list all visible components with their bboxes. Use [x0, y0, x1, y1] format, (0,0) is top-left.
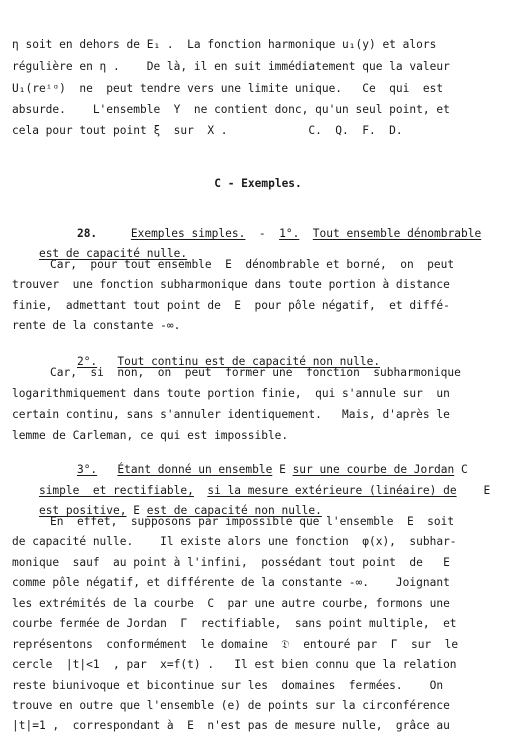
text-line: U₁(reⁱᵅ) ne peut tendre vers une limite unique. Ce qui est: [12, 82, 444, 95]
item-title-part: est positive,: [38, 504, 127, 517]
item-title: Tout continu est de capacité non nulle.: [117, 355, 381, 368]
item-title-part: simple et rectifiable,: [38, 484, 194, 497]
item-title-part: Étant donné un ensemble: [117, 463, 273, 476]
text-line: |t|=1 , correspondant à E n'est pas de mesure nulle, grâce au: [12, 719, 450, 732]
text-line: cela pour tout point ξ sur X . C. Q. F. D.: [12, 124, 403, 137]
text-line: de capacité nulle. Il existe alors une fonction φ(x), subhar-: [12, 535, 457, 548]
text-line: trouve en outre que l'ensemble (e) de points sur la circonférence: [12, 699, 450, 712]
set-symbol: E: [133, 504, 141, 517]
section-heading: C - Exemples.: [214, 177, 302, 190]
text-line: Car, pour tout ensemble E dénombrable et borné, on peut: [50, 258, 455, 271]
text-line: reste biunivoque et bicontinue sur les domaines fermées. On: [12, 679, 444, 692]
item-title-part: sur une courbe de Jordan: [292, 463, 455, 476]
item-title: Tout ensemble dénombrable: [312, 227, 482, 240]
separator: -: [258, 227, 266, 240]
text-line: courbe fermée de Jordan Γ rectifiable, sans point multiple, et: [12, 617, 457, 630]
item-title-part: si la mesure extérieure (linéaire) de: [207, 484, 457, 497]
item-title-part: est de capacité non nulle.: [146, 504, 322, 517]
set-symbol: E: [279, 463, 286, 476]
item-number: 3°.: [76, 463, 98, 476]
text-line: lemme de Carleman, ce qui est impossible.: [12, 429, 289, 442]
item-number: 1°.: [279, 227, 300, 240]
text-line: η soit en dehors de E₁ . La fonction harmonique u₁(y) et alors: [12, 38, 437, 51]
section-number: 28.: [76, 227, 98, 240]
text-line: absurde. L'ensemble Y ne contient donc, qu'un seul point, et: [12, 103, 450, 116]
set-symbol: E: [483, 484, 491, 497]
text-line: trouver une fonction subharmonique dans toute portion à distance: [12, 278, 450, 291]
text-line: certain continu, sans s'annuler identiquement. Mais, d'après le: [12, 408, 450, 421]
section-title: Exemples simples.: [130, 227, 246, 240]
text-line: comme pôle négatif, et différente de la constante -∞. Joignant: [12, 576, 450, 589]
text-line: régulière en η . De là, il en suit immédiatement que la valeur: [12, 60, 450, 73]
text-line: finie, admettant tout point de E pour pôle négatif, et diffé-: [12, 299, 450, 312]
text-line: En effet, supposons par impossible que l'ensemble E soit: [50, 515, 455, 528]
curve-symbol: C: [460, 463, 468, 476]
text-line: Car, si non, on peut former une fonction subharmonique: [50, 366, 461, 379]
text-line: rente de la constante -∞.: [12, 319, 181, 332]
text-line: cercle |t|<1 , par x=f(t) . Il est bien connu que la relation: [12, 658, 457, 671]
text-line: logarithmiquement dans toute portion finie, qui s'annule sur un: [12, 387, 450, 400]
item-title-continued: est de capacité nulle.: [38, 247, 188, 260]
text-line: représentons conformément le domaine 𝔇 entouré par Γ sur le: [12, 638, 459, 651]
item-number: 2°.: [76, 355, 98, 368]
text-line: les extrémités de la courbe C par une autre courbe, formons une: [12, 597, 450, 610]
text-line: monique sauf au point à l'infini, possédant tout point de E: [12, 556, 450, 569]
